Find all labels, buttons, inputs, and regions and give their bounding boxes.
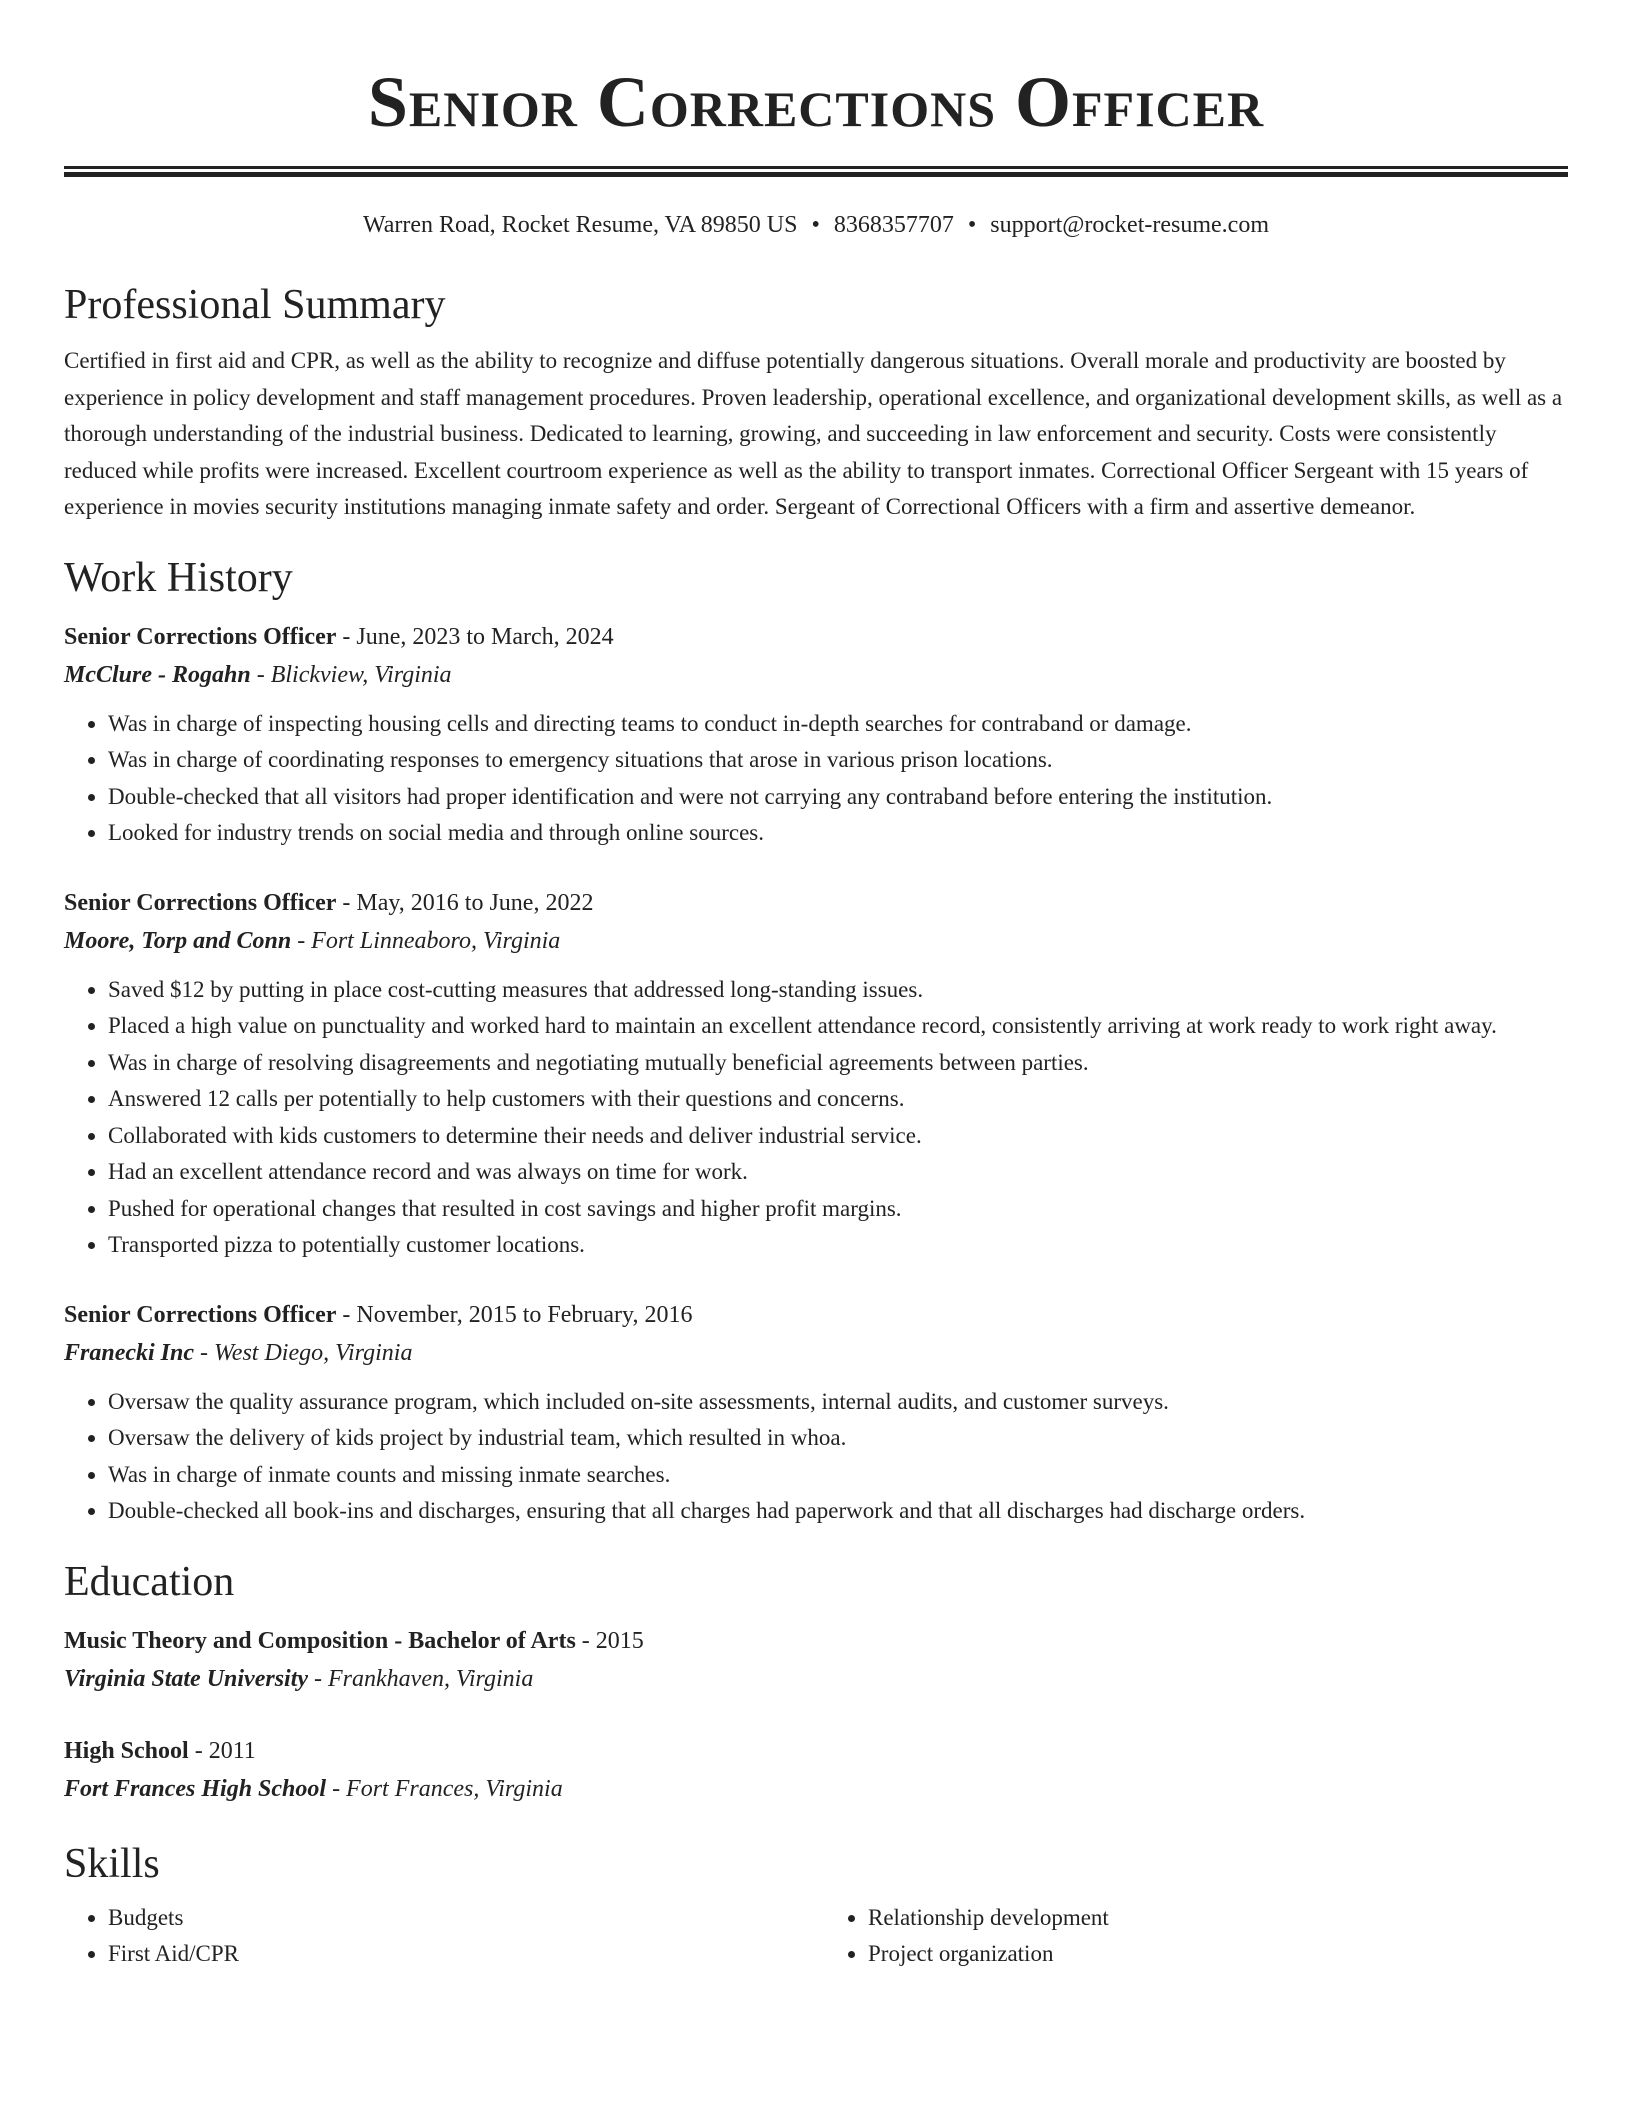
education-location: - Frankhaven, Virginia — [308, 1665, 534, 1692]
skill-item: • Budgets — [108, 1900, 816, 1937]
job-dates: - May, 2016 to June, 2022 — [336, 889, 594, 916]
job-employer — [64, 1334, 1568, 1372]
job-role: Senior Corrections Officer — [64, 1301, 337, 1328]
job-employer — [64, 656, 1568, 694]
job-bullet: • Pushed for operational changes that resulted in cost savings and higher profit margins. — [108, 1191, 1568, 1228]
job-heading — [64, 1296, 1568, 1334]
summary-text: Certified in first aid and CPR, as well as the ability to recognize and diffuse potentially dangerous situations. Overall morale and productivity are boosted by experience in policy development and staff management procedures. Proven leadership, operational excellence, and organizational development skills, as well as a thorough understanding of the industrial business. Dedicated to learning, growing, and succeeding in law enforcement and security. Costs were consistently reduced while profits were increased. Excellent courtroom experience as well as the ability to transport inmates. Correctional Officer Sergeant with 15 years of experience in movies security institutions managing inmate safety and order. Sergeant of Correctional Officers with a firm and assertive demeanor. — [64, 348, 1563, 519]
job-bullet: • Oversaw the delivery of kids project by industrial team, which resulted in whoa. — [108, 1420, 1568, 1457]
job-location: - Blickview, Virginia — [250, 661, 452, 688]
education-heading-line — [64, 1732, 1568, 1770]
education-year: - 2011 — [188, 1737, 256, 1764]
job-bullet: • Had an excellent attendance record and was always on time for work. — [108, 1154, 1568, 1191]
job-bullets — [64, 706, 1568, 852]
education-heading: Education — [64, 1558, 235, 1605]
skill-item: • Project organization — [868, 1936, 1568, 1973]
skills-list — [64, 1900, 1568, 1973]
skill-item: • Relationship development — [868, 1900, 1568, 1937]
job-company: McClure - Rogahn — [64, 661, 251, 688]
job-location: - West Diego, Virginia — [194, 1339, 413, 1366]
contact-line — [64, 209, 1568, 241]
job-dates: - June, 2023 to March, 2024 — [336, 623, 614, 650]
job-employer — [64, 922, 1568, 960]
job-bullet: • Transported pizza to potentially customer locations. — [108, 1227, 1568, 1264]
education-school: Fort Frances High School — [64, 1775, 327, 1802]
education-school-line — [64, 1660, 1568, 1698]
education-degree: Music Theory and Composition - Bachelor of Arts — [64, 1627, 576, 1654]
skills-heading: Skills — [64, 1840, 160, 1887]
contact-email: support@rocket-resume.com — [990, 212, 1269, 238]
job-bullet: • Was in charge of inmate counts and missing inmate searches. — [108, 1457, 1568, 1494]
job-company: Franecki Inc — [64, 1339, 195, 1366]
job-bullet: • Collaborated with kids customers to determine their needs and deliver industrial service. — [108, 1118, 1568, 1155]
education-entry — [64, 1732, 1568, 1808]
job-entry — [64, 884, 1568, 1264]
education-location: - Fort Frances, Virginia — [326, 1775, 563, 1802]
resume-name: Senior Corrections Officer — [367, 62, 1265, 142]
job-bullet: • Was in charge of coordinating responses to emergency situations that arose in various prison locations. — [108, 742, 1568, 779]
job-bullet: • Double-checked all book-ins and discharges, ensuring that all charges had paperwork and that all discharges had discharge orders. — [108, 1493, 1568, 1530]
header-double-rule — [64, 166, 1568, 177]
job-bullet: • Double-checked that all visitors had proper identification and were not carrying any contraband before entering the institution. — [108, 779, 1568, 816]
job-bullet: • Was in charge of resolving disagreements and negotiating mutually beneficial agreements between parties. — [108, 1045, 1568, 1082]
contact-separator: • — [811, 212, 820, 238]
work-history-heading: Work History — [64, 554, 293, 601]
job-bullet: • Saved $12 by putting in place cost-cutting measures that addressed long-standing issues. — [108, 972, 1568, 1009]
skill-item: • First Aid/CPR — [108, 1936, 816, 1973]
education-degree: High School — [64, 1737, 189, 1764]
job-bullet: • Answered 12 calls per potentially to help customers with their questions and concerns. — [108, 1081, 1568, 1118]
job-role: Senior Corrections Officer — [64, 623, 337, 650]
job-bullets — [64, 972, 1568, 1264]
job-bullet: • Looked for industry trends on social media and through online sources. — [108, 815, 1568, 852]
skills-column-left — [64, 1900, 816, 1973]
contact-phone: 8368357707 — [833, 212, 954, 238]
skills-column-right — [816, 1900, 1568, 1973]
education-school: Virginia State University — [64, 1665, 309, 1692]
education-entry — [64, 1622, 1568, 1698]
job-heading — [64, 884, 1568, 922]
education-year: - 2015 — [575, 1627, 644, 1654]
education-heading-line — [64, 1622, 1568, 1660]
job-role: Senior Corrections Officer — [64, 889, 337, 916]
contact-separator: • — [967, 212, 977, 238]
job-location: - Fort Linneaboro, Virginia — [291, 927, 561, 954]
job-dates: - November, 2015 to February, 2016 — [336, 1301, 693, 1328]
job-heading — [64, 618, 1568, 656]
summary-heading: Professional Summary — [64, 282, 446, 328]
job-bullets — [64, 1384, 1568, 1530]
education-school-line — [64, 1770, 1568, 1808]
contact-address: Warren Road, Rocket Resume, VA 89850 US — [363, 212, 798, 238]
job-bullet: • Oversaw the quality assurance program, which included on-site assessments, internal audits, and customer surveys. — [108, 1384, 1568, 1421]
job-bullet: • Was in charge of inspecting housing cells and directing teams to conduct in-depth searches for contraband or damage. — [108, 706, 1568, 743]
job-bullet: • Placed a high value on punctuality and worked hard to maintain an excellent attendance record, consistently arriving at work ready to work right away. — [108, 1008, 1568, 1045]
job-entry — [64, 618, 1568, 852]
job-company: Moore, Torp and Conn — [64, 927, 292, 954]
job-entry — [64, 1296, 1568, 1530]
